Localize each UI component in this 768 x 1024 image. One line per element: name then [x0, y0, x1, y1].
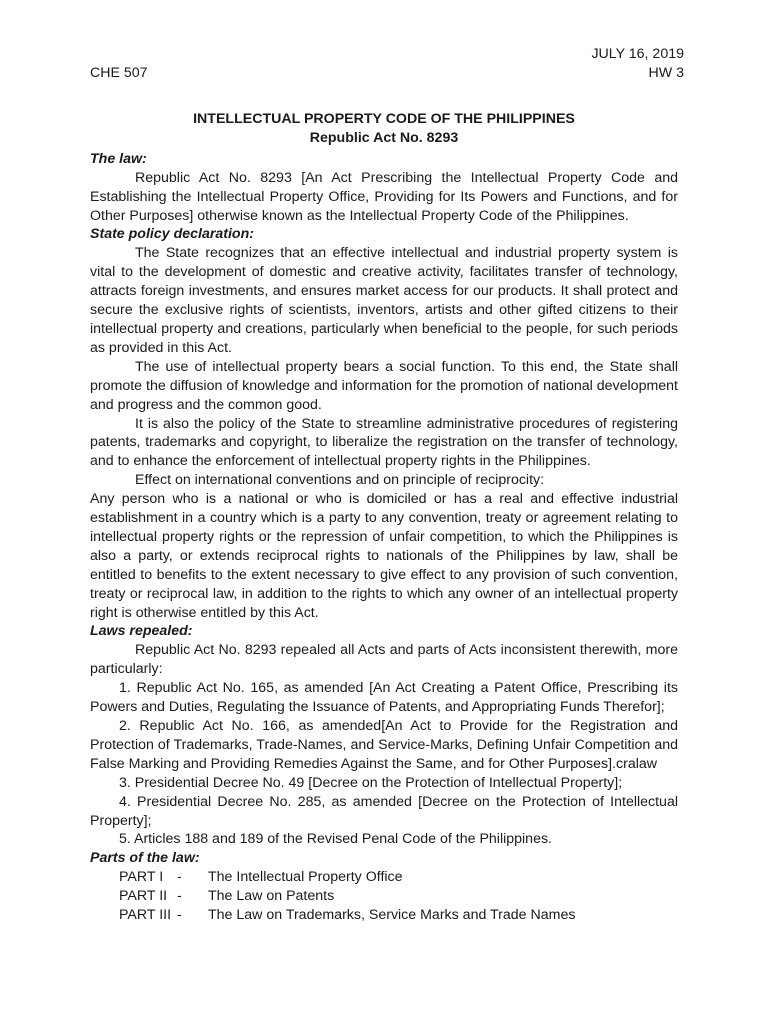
part-dash: - — [177, 888, 182, 905]
policy-paragraph-1: The State recognizes that an effective intellectual and industrial property system is vital to the development of domestic and creative activity, facilitates transfer of technology, attracts foreign investments, and ensures market access for our products. It shall protect and secure the exclusive rights of scientists, inventors, artists and other gifted citizens to their intellectual property and creations, particularly when beneficial to the people, for such periods as provided in this Act. — [90, 245, 678, 356]
part-title: The Law on Trademarks, Service Marks and Trade Names — [208, 907, 576, 924]
header-hw: HW 3 — [648, 64, 684, 81]
part-number: PART III — [119, 907, 172, 924]
section-heading-policy: State policy declaration: — [90, 226, 254, 243]
repealed-item: 5. Articles 188 and 189 of the Revised Penal Code of the Philippines. — [119, 831, 553, 848]
repealed-item: 1. Republic Act No. 165, as amended [An Act Creating a Patent Office, Prescribing its Powers and Duties, Regulating the Issuance of Patents, and Appropriating Funds Therefor]; — [90, 680, 678, 716]
part-row — [90, 868, 678, 887]
header-right — [591, 45, 684, 83]
document-title: INTELLECTUAL PROPERTY CODE OF THE PHILIPPINES — [193, 111, 575, 127]
policy-paragraph-5: Any person who is a national or who is domiciled or has a real and effective industrial establishment in a country which is a party to any convention, treaty or agreement relating to intellectual property rights or the repression of unfair competition, to which the Philippines is also a party, or extends reciprocal rights to nationals of the Philippines by law, shall be entitled to benefits to the extent necessary to give effect to any provision of such convention, treaty or reciprocal law, in addition to the rights to which any owner of an intellectual property right is otherwise entitled by this Act. — [90, 491, 678, 621]
header-course: CHE 507 — [90, 65, 148, 81]
part-row — [90, 887, 678, 906]
header-date: JULY 16, 2019 — [591, 46, 684, 62]
repealed-item: 2. Republic Act No. 166, as amended[An Act to Provide for the Registration and Protection of Trademarks, Trade-Names, and Service-Marks, Defining Unfair Competition and False Marking and Providing Remedies Against the Same, and for Other Purposes].cralaw — [90, 718, 678, 772]
document-body — [90, 110, 678, 925]
repealed-paragraph: Republic Act No. 8293 repealed all Acts and parts of Acts inconsistent therewith, more particularly: — [90, 642, 678, 678]
repealed-item: 4. Presidential Decree No. 285, as amended [Decree on the Protection of Intellectual Property]; — [90, 793, 678, 829]
part-row — [90, 906, 678, 925]
policy-paragraph-3: It is also the policy of the State to streamline administrative procedures of registering patents, trademarks and copyright, to liberalize the registration on the transfer of technology, and to enhance the enforcement of intellectual property rights in the Philippines. — [90, 415, 678, 470]
section-heading-law: The law: — [90, 150, 147, 167]
part-dash: - — [177, 869, 182, 886]
document-subtitle: Republic Act No. 8293 — [309, 129, 459, 146]
part-title: The Law on Patents — [208, 888, 335, 905]
part-dash: - — [177, 907, 182, 924]
part-number: PART I — [119, 869, 164, 886]
section-heading-repealed: Laws repealed: — [90, 623, 193, 640]
part-number: PART II — [119, 888, 168, 905]
policy-paragraph-2: The use of intellectual property bears a social function. To this end, the State shall promote the diffusion of knowledge and information for the promotion of national development and progress and the common good. — [90, 358, 678, 413]
section-heading-parts: Parts of the law: — [90, 850, 200, 867]
part-title: The Intellectual Property Office — [208, 869, 403, 886]
policy-paragraph-4: Effect on international conventions and on principle of reciprocity: — [135, 472, 545, 489]
repealed-item: 3. Presidential Decree No. 49 [Decree on the Protection of Intellectual Property]; — [119, 774, 623, 791]
law-paragraph: Republic Act No. 8293 [An Act Prescribing the Intellectual Property Code and Establishing the Intellectual Property Office, Providing for Its Powers and Functions, and for Other Purposes] otherwise known as the Intellectual Property Code of the Philippines. — [90, 169, 678, 224]
